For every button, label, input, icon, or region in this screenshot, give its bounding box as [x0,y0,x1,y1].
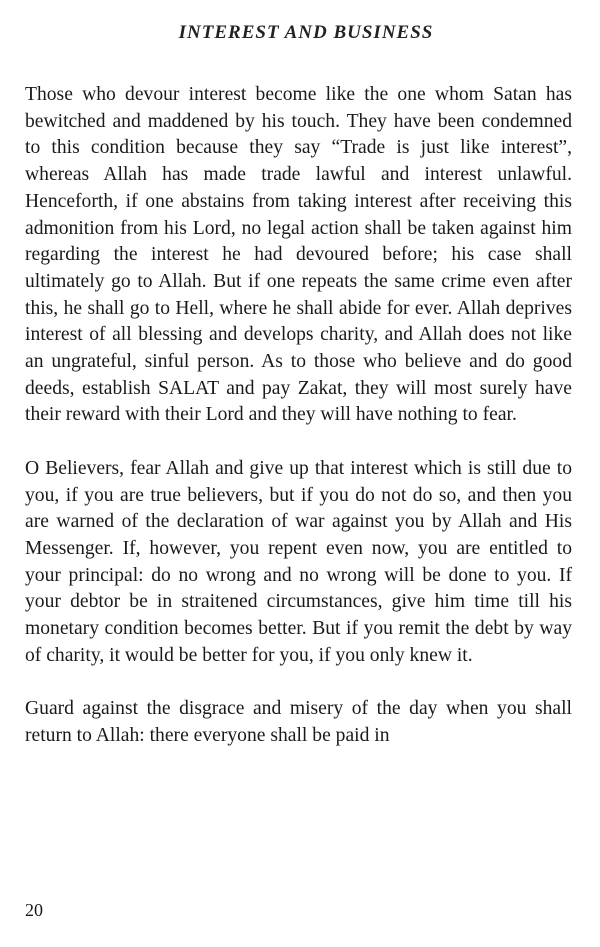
paragraph: Guard against the disgrace and misery of the day when you shall return to Allah: there everyone shall be paid in [25,698,572,746]
paragraph: Those who devour interest become like the one whom Satan has bewitched and maddened by his touch. They have been condemned to this condition because they say “Trade is just like interest”, whereas Allah has made trade lawful and interest unlawful. Henceforth, if one abstains from taking interest after receiving this admonition from his Lord, no legal action shall be taken against him regarding the interest he had devoured before; his case shall ultimately go to Allah. But if one repeats the same crime even after this, he shall go to Hell, where he shall abide for ever. Allah deprives interest of all blessing and develops charity, and Allah does not like an ungrateful, sinful person. As to those who believe and do good deeds, establish SALAT and pay Zakat, they will most surely have their reward with their Lord and they will have nothing to fear. [25,84,572,426]
paragraph: O Believers, fear Allah and give up that interest which is still due to you, if you are true believers, but if you do not do so, and then you are warned of the declaration of war against you by Allah and His Messenger. If, however, you repent even now, you are entitled to your principal: do no wrong and no wrong will be done to you. If your debtor be in straitened circumstances, give him time till his monetary condition becomes better. But if you remit the debt by way of charity, it would be better for you, if you only knew it. [25,457,572,666]
page-number: 20 [25,900,43,920]
running-header: INTEREST AND BUSINESS [178,22,434,43]
body-text [25,82,572,776]
